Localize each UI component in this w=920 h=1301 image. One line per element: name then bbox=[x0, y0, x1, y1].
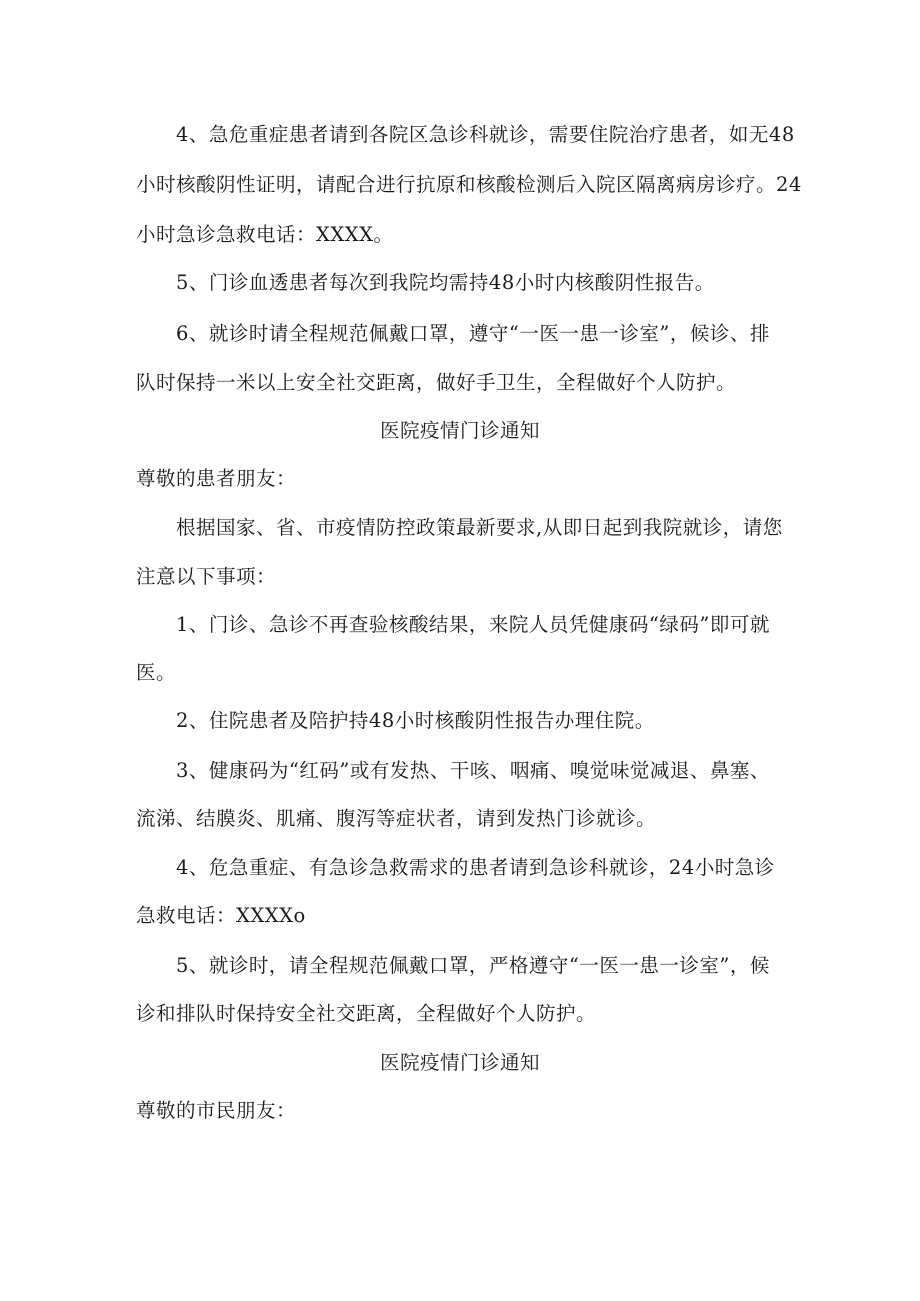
notice-1-intro-line-2: 注意以下事项： bbox=[136, 565, 277, 588]
prev-item-5-line-1: 5、门诊血透患者每次到我院均需持48小时内核酸阴性报告。 bbox=[176, 271, 715, 294]
notice-1-item-5-line-2: 诊和排队时保持安全社交距离，全程做好个人防护。 bbox=[136, 1002, 597, 1025]
prev-item-6-line-2: 队时保持一米以上安全社交距离，做好手卫生，全程做好个人防护。 bbox=[136, 371, 737, 394]
notice-2-title: 医院疫情门诊通知 bbox=[379, 1051, 540, 1074]
notice-1-item-1-line-1: 1、门诊、急诊不再查验核酸结果，来院人员凭健康码“绿码”即可就 bbox=[176, 613, 770, 636]
notice-1-item-2-line-1: 2、住院患者及陪护持48小时核酸阴性报告办理住院。 bbox=[176, 709, 655, 732]
prev-item-4-line-3: 小时急诊急救电话：XXXX。 bbox=[136, 223, 394, 246]
notice-1-item-3-line-1: 3、健康码为“红码”或有发热、干咳、咽痛、嗅觉味觉减退、鼻塞、 bbox=[176, 759, 770, 782]
prev-item-4-line-2: 小时核酸阴性证明，请配合进行抗原和核酸检测后入院区隔离病房诊疗。24 bbox=[136, 173, 802, 196]
notice-2-salutation: 尊敬的市民朋友： bbox=[136, 1099, 297, 1122]
notice-1-item-5-line-1: 5、就诊时，请全程规范佩戴口罩，严格遵守“一医一患一诊室”，候 bbox=[176, 954, 770, 977]
notice-1-item-3-line-2: 流涕、结膜炎、肌痛、腹泻等症状者，请到发热门诊就诊。 bbox=[136, 807, 657, 830]
prev-item-6-line-1: 6、就诊时请全程规范佩戴口罩，遵守“一医一患一诊室”，候诊、排 bbox=[176, 322, 770, 345]
notice-1-intro-line-1: 根据国家、省、市疫情防控政策最新要求,从即日起到我院就诊，请您 bbox=[176, 516, 783, 539]
prev-item-4-line-1: 4、急危重症患者请到各院区急诊科就诊，需要住院治疗患者，如无48 bbox=[176, 123, 795, 146]
notice-1-salutation: 尊敬的患者朋友： bbox=[136, 467, 297, 490]
notice-1-item-1-line-2: 医。 bbox=[136, 661, 177, 684]
notice-1-item-4-line-2: 急救电话：XXXXo bbox=[136, 904, 306, 927]
notice-1-item-4-line-1: 4、危急重症、有急诊急救需求的患者请到急诊科就诊，24小时急诊 bbox=[176, 856, 775, 879]
notice-1-title: 医院疫情门诊通知 bbox=[379, 419, 540, 442]
